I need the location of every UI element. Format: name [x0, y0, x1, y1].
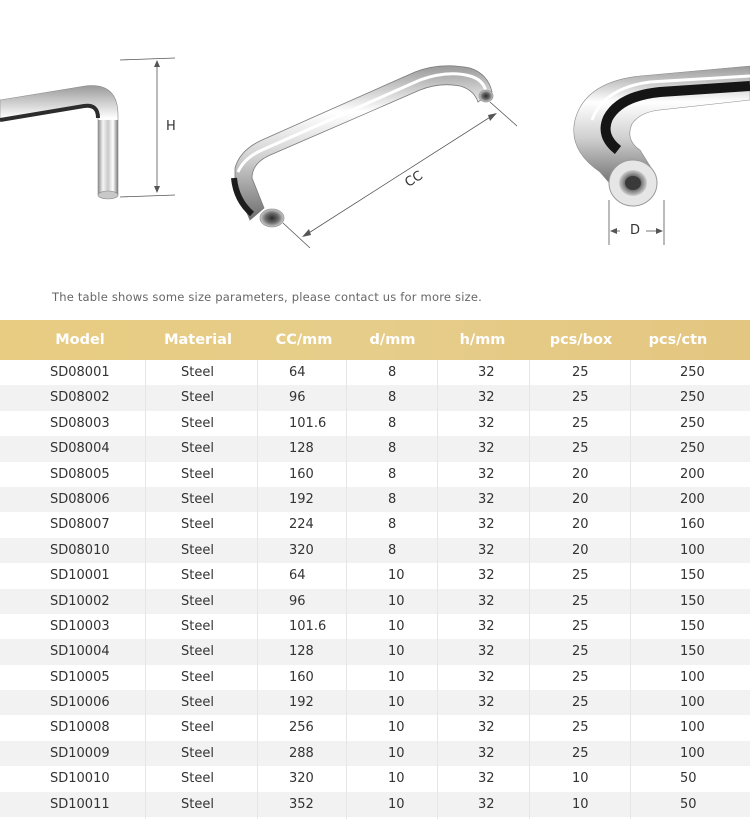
cell-h: 32 [478, 745, 495, 761]
cell-material: Steel [181, 542, 214, 558]
table-row [0, 741, 750, 766]
cell-model: SD08001 [50, 365, 110, 380]
cell-material: Steel [181, 491, 214, 507]
cell-d: 10 [388, 720, 405, 736]
cell-d: 10 [388, 669, 405, 685]
cell-pcs-ctn: 150 [680, 593, 705, 609]
cell-h: 32 [478, 695, 495, 711]
cell-pcs-ctn: 250 [680, 365, 705, 380]
cell-pcs-ctn: 150 [680, 644, 705, 660]
cell-pcs-box: 20 [572, 491, 589, 507]
table-row [0, 487, 750, 512]
column-divider [529, 360, 530, 819]
cell-pcs-box: 20 [572, 466, 589, 482]
cell-pcs-ctn: 100 [680, 542, 705, 558]
cell-pcs-ctn: 100 [680, 745, 705, 761]
cell-model: SD10008 [50, 720, 110, 736]
cell-pcs-ctn: 250 [680, 415, 705, 431]
cell-material: Steel [181, 796, 214, 812]
cell-pcs-box: 25 [572, 390, 589, 406]
cell-pcs-ctn: 50 [680, 771, 697, 787]
cell-pcs-ctn: 200 [680, 466, 705, 482]
cell-material: Steel [181, 644, 214, 660]
table-row [0, 512, 750, 537]
table-row [0, 690, 750, 715]
handle-end-closeup [574, 66, 750, 245]
column-divider [630, 360, 631, 819]
cell-cc: 160 [289, 669, 314, 685]
table-row [0, 462, 750, 487]
cell-pcs-box: 25 [572, 415, 589, 431]
cell-d: 10 [388, 568, 405, 584]
dimension-label-d: D [630, 223, 641, 238]
cell-d: 8 [388, 491, 397, 507]
cell-pcs-ctn: 250 [680, 390, 705, 406]
table-row [0, 589, 750, 614]
cell-cc: 101.6 [289, 415, 327, 431]
cell-pcs-box: 25 [572, 593, 589, 609]
cell-d: 10 [388, 593, 405, 609]
cell-cc: 288 [289, 745, 314, 761]
table-row [0, 385, 750, 410]
cell-pcs-ctn: 100 [680, 669, 705, 685]
cell-pcs-box: 10 [572, 796, 589, 812]
cell-pcs-ctn: 100 [680, 720, 705, 736]
cell-model: SD10005 [50, 669, 110, 685]
cell-material: Steel [181, 415, 214, 431]
cell-d: 8 [388, 415, 397, 431]
cell-pcs-ctn: 250 [680, 441, 705, 457]
cell-model: SD10004 [50, 644, 110, 660]
cell-cc: 192 [289, 491, 314, 507]
dimension-label-cc: CC [402, 168, 426, 191]
handle-front-view [234, 66, 517, 248]
cell-cc: 192 [289, 695, 314, 711]
cell-pcs-box: 25 [572, 568, 589, 584]
cell-model: SD10011 [50, 796, 110, 812]
cell-model: SD10006 [50, 695, 110, 711]
table-row [0, 538, 750, 563]
cell-model: SD10009 [50, 745, 110, 761]
cell-material: Steel [181, 390, 214, 406]
cell-cc: 256 [289, 720, 314, 736]
cell-pcs-ctn: 200 [680, 491, 705, 507]
header-material: Material [164, 332, 232, 348]
cell-model: SD08006 [50, 491, 110, 507]
cell-h: 32 [478, 491, 495, 507]
cell-d: 10 [388, 618, 405, 634]
cell-d: 10 [388, 745, 405, 761]
cell-material: Steel [181, 618, 214, 634]
table-row [0, 665, 750, 690]
cell-cc: 320 [289, 542, 314, 558]
cell-h: 32 [478, 568, 495, 584]
cell-d: 8 [388, 441, 397, 457]
cell-h: 32 [478, 796, 495, 812]
cell-cc: 101.6 [289, 618, 327, 634]
cell-cc: 320 [289, 771, 314, 787]
table-row [0, 360, 750, 385]
cell-material: Steel [181, 568, 214, 584]
cell-material: Steel [181, 720, 214, 736]
cell-model: SD08003 [50, 415, 110, 431]
header-pcs-ctn: pcs/ctn [648, 332, 708, 348]
cell-h: 32 [478, 720, 495, 736]
header-model: Model [55, 332, 105, 348]
table-body [0, 360, 750, 817]
table-row [0, 614, 750, 639]
header-pcs-box: pcs/box [549, 332, 613, 348]
cell-h: 32 [478, 466, 495, 482]
cell-cc: 128 [289, 441, 314, 457]
cell-h: 32 [478, 390, 495, 406]
table-row [0, 639, 750, 664]
cell-h: 32 [478, 669, 495, 685]
cell-pcs-ctn: 150 [680, 568, 705, 584]
cell-model: SD08005 [50, 466, 110, 482]
cell-material: Steel [181, 695, 214, 711]
cell-material: Steel [181, 466, 214, 482]
header-cc: CC/mm [275, 332, 333, 348]
cell-material: Steel [181, 771, 214, 787]
cell-h: 32 [478, 771, 495, 787]
cell-d: 10 [388, 695, 405, 711]
table-row [0, 411, 750, 436]
cell-d: 10 [388, 796, 405, 812]
cell-pcs-ctn: 150 [680, 618, 705, 634]
cell-pcs-box: 25 [572, 695, 589, 711]
cell-pcs-box: 20 [572, 517, 589, 533]
cell-material: Steel [181, 669, 214, 685]
cell-pcs-ctn: 50 [680, 796, 697, 812]
cell-d: 10 [388, 771, 405, 787]
cell-d: 8 [388, 466, 397, 482]
cell-cc: 352 [289, 796, 314, 812]
cell-material: Steel [181, 441, 214, 457]
table-caption: The table shows some size parameters, please contact us for more size. [52, 290, 482, 304]
cell-cc: 224 [289, 517, 314, 533]
table-row [0, 792, 750, 817]
cell-h: 32 [478, 618, 495, 634]
table-header [0, 320, 750, 360]
cell-cc: 128 [289, 644, 314, 660]
cell-material: Steel [181, 593, 214, 609]
cell-model: SD08010 [50, 542, 110, 558]
cell-h: 32 [478, 415, 495, 431]
header-d: d/mm [369, 332, 416, 348]
column-divider [145, 360, 146, 819]
cell-cc: 160 [289, 466, 314, 482]
table-row [0, 436, 750, 461]
cell-pcs-box: 25 [572, 441, 589, 457]
cell-model: SD08004 [50, 441, 110, 457]
cell-model: SD10002 [50, 593, 110, 609]
column-divider [346, 360, 347, 819]
cell-pcs-box: 20 [572, 542, 589, 558]
cell-model: SD10003 [50, 618, 110, 634]
table-row [0, 715, 750, 740]
cell-pcs-box: 25 [572, 644, 589, 660]
column-divider [257, 360, 258, 819]
cell-h: 32 [478, 644, 495, 660]
cell-h: 32 [478, 542, 495, 558]
cell-pcs-box: 25 [572, 720, 589, 736]
cell-material: Steel [181, 365, 214, 380]
product-diagram [0, 0, 750, 285]
header-h: h/mm [459, 332, 506, 348]
cell-pcs-box: 25 [572, 669, 589, 685]
cell-pcs-box: 25 [572, 365, 589, 380]
cell-cc: 64 [289, 568, 306, 584]
cell-pcs-box: 25 [572, 745, 589, 761]
table-row [0, 563, 750, 588]
dimension-label-h: H [166, 119, 176, 134]
cell-d: 8 [388, 390, 397, 406]
cell-material: Steel [181, 745, 214, 761]
cell-d: 8 [388, 365, 397, 380]
cell-pcs-ctn: 100 [680, 695, 705, 711]
cell-d: 8 [388, 517, 397, 533]
cell-pcs-ctn: 160 [680, 517, 705, 533]
cell-cc: 96 [289, 390, 306, 406]
cell-h: 32 [478, 517, 495, 533]
cell-h: 32 [478, 365, 495, 380]
handle-illustration [0, 0, 750, 285]
cell-h: 32 [478, 441, 495, 457]
cell-model: SD10001 [50, 568, 110, 584]
cell-d: 10 [388, 644, 405, 660]
cell-pcs-box: 25 [572, 618, 589, 634]
cell-model: SD10010 [50, 771, 110, 787]
cell-cc: 96 [289, 593, 306, 609]
cell-model: SD08007 [50, 517, 110, 533]
cell-h: 32 [478, 593, 495, 609]
cell-pcs-box: 10 [572, 771, 589, 787]
handle-side-view [0, 58, 175, 199]
cell-d: 8 [388, 542, 397, 558]
column-divider [437, 360, 438, 819]
cell-cc: 64 [289, 365, 306, 380]
cell-material: Steel [181, 517, 214, 533]
table-row [0, 766, 750, 791]
cell-model: SD08002 [50, 390, 110, 406]
